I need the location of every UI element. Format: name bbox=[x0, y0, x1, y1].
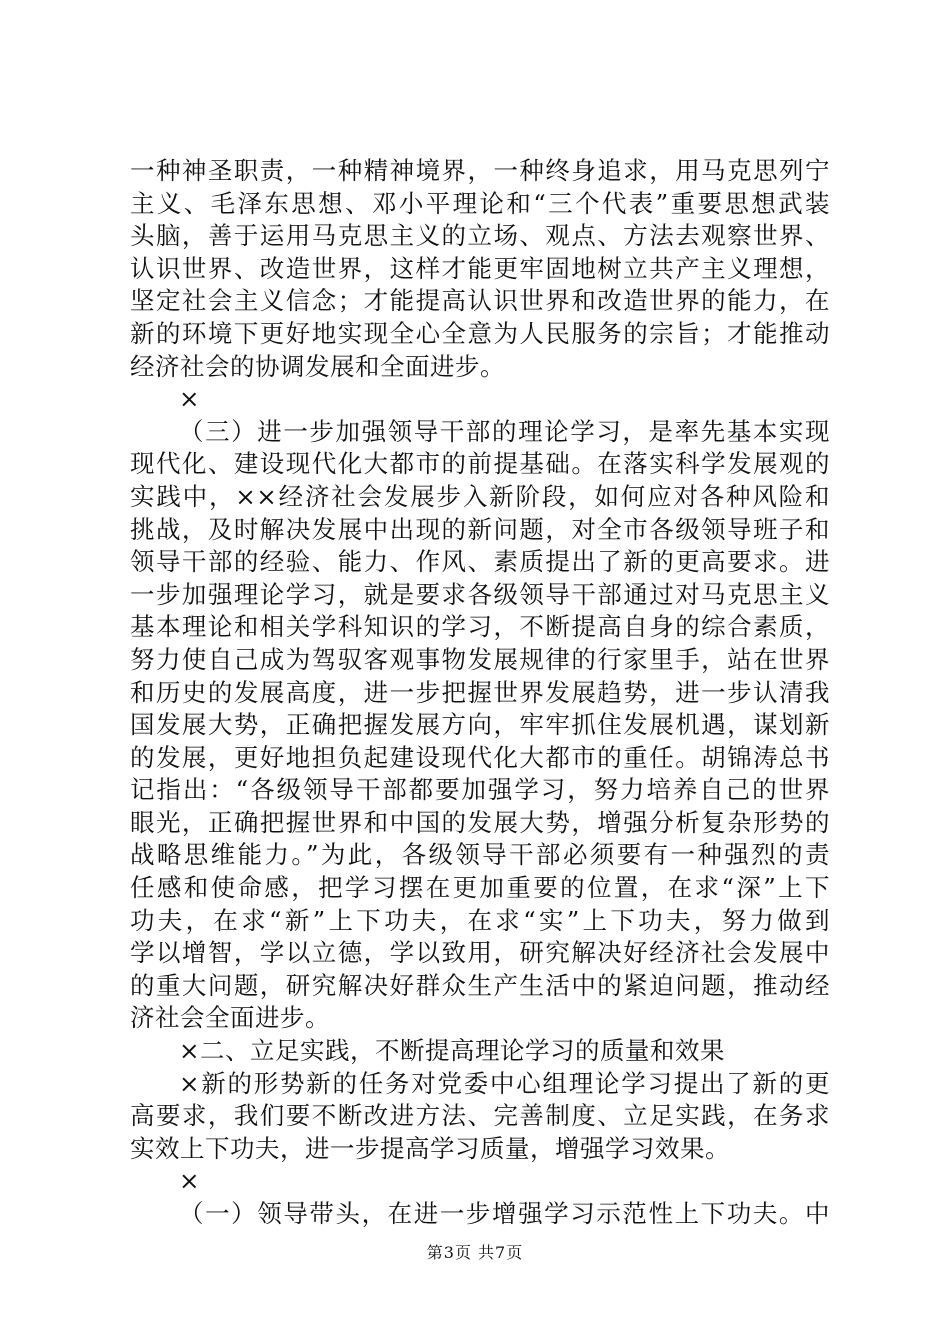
text-line: 头脑，善于运用马克思主义的立场、观点、方法去观察世界、 bbox=[130, 221, 830, 251]
text-line: 一种神圣职责，一种精神境界，一种终身追求，用马克思列宁 bbox=[130, 156, 830, 185]
text-line: 和历史的发展高度，进一步把握世界发展趋势，进一步认清我 bbox=[130, 677, 830, 707]
placeholder-mark: × bbox=[179, 384, 201, 414]
text-line: 任感和使命感，把学习摆在更加重要的位置，在求“深”上下 bbox=[130, 873, 830, 903]
text-line: 记指出：“各级领导干部都要加强学习，努力培养自己的世界 bbox=[130, 775, 830, 805]
section-heading-line: （一）领导带头，在进一步增强学习示范性上下功夫。中 bbox=[179, 1199, 830, 1228]
text-line: 新的环境下更好地实现全心全意为人民服务的宗旨；才能推动 bbox=[130, 318, 830, 348]
text-line: 现代化、建设现代化大都市的前提基础。在落实科学发展观的 bbox=[130, 449, 830, 479]
text-line: 战略思维能力。”为此，各级领导干部必须要有一种强烈的责 bbox=[130, 840, 830, 870]
section-heading-line: （三）进一步加强领导干部的理论学习，是率先基本实现 bbox=[179, 416, 830, 446]
text-line: 经济社会的协调发展和全面进步。 bbox=[130, 351, 505, 381]
text-line: ×新的形势新的任务对党委中心组理论学习提出了新的更 bbox=[179, 1068, 830, 1098]
text-line: 实践中，××经济社会发展步入新阶段，如何应对各种风险和 bbox=[130, 481, 830, 511]
text-line: 领导干部的经验、能力、作风、素质提出了新的更高要求。进 bbox=[130, 547, 830, 577]
text-line: 主义、毛泽东思想、邓小平理论和“三个代表”重要思想武装 bbox=[130, 188, 830, 218]
text-line: 学以增智，学以立德，学以致用，研究解决好经济社会发展中 bbox=[130, 938, 830, 968]
text-line: 的重大问题，研究解决好群众生产生活中的紧迫问题，推动经 bbox=[130, 970, 830, 1000]
text-line: 高要求，我们要不断改进方法、完善制度、立足实践，在务求 bbox=[130, 1101, 830, 1131]
placeholder-mark: × bbox=[179, 1166, 201, 1196]
text-line: 挑战，及时解决发展中出现的新问题，对全市各级领导班子和 bbox=[130, 514, 830, 544]
page-number-footer: 第3页 共7页 bbox=[426, 1243, 524, 1262]
text-line: 坚定社会主义信念；才能提高认识世界和改造世界的能力，在 bbox=[130, 286, 830, 316]
section-heading-line: ×二、立足实践，不断提高理论学习的质量和效果 bbox=[179, 1036, 726, 1066]
text-line: 基本理论和相关学科知识的学习，不断提高自身的综合素质， bbox=[130, 612, 830, 642]
text-line: 努力使自己成为驾驭客观事物发展规律的行家里手，站在世界 bbox=[130, 644, 830, 674]
text-line: 济社会全面进步。 bbox=[130, 1003, 330, 1033]
text-line: 认识世界、改造世界，这样才能更牢固地树立共产主义理想， bbox=[130, 253, 830, 283]
text-line: 一步加强理论学习，就是要求各级领导干部通过对马克思主义 bbox=[130, 579, 830, 609]
text-line: 实效上下功夫，进一步提高学习质量，增强学习效果。 bbox=[130, 1133, 730, 1163]
body-text bbox=[130, 155, 830, 1231]
text-line: 眼光，正确把握世界和中国的发展大势，增强分析复杂形势的 bbox=[130, 807, 830, 837]
text-line: 国发展大势，正确把握发展方向，牢牢抓住发展机遇，谋划新 bbox=[130, 710, 830, 740]
text-line: 的发展，更好地担负起建设现代化大都市的重任。胡锦涛总书 bbox=[130, 742, 830, 772]
text-line: 功夫，在求“新”上下功夫，在求“实”上下功夫，努力做到 bbox=[130, 905, 830, 935]
